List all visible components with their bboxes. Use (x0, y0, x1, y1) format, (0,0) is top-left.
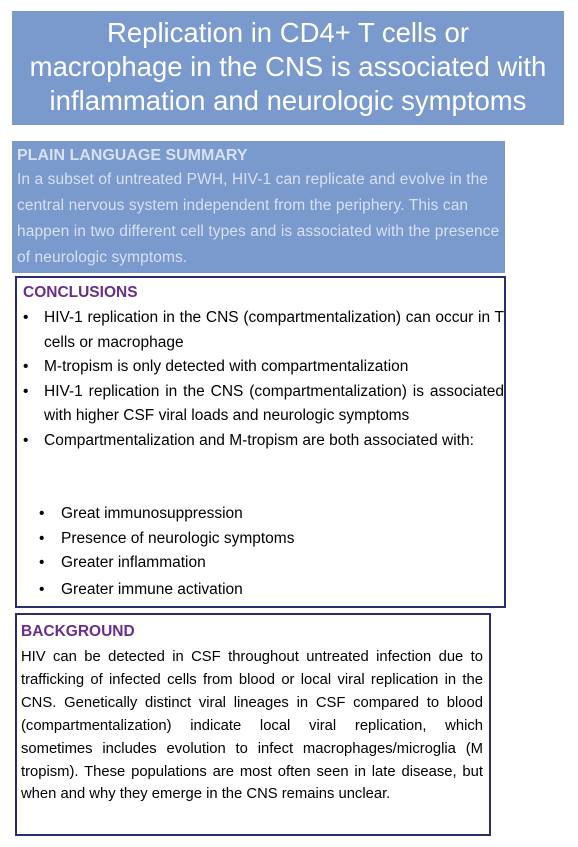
background-box (15, 613, 491, 836)
background-heading: BACKGROUND (21, 623, 135, 640)
conclusion-item (17, 355, 506, 380)
conclusions-box (15, 276, 506, 608)
plain-language-summary (12, 141, 505, 273)
sub-item (17, 527, 506, 552)
bullet-icon: • (23, 358, 29, 375)
title-line: inflammation and neurologic symptoms (49, 85, 527, 116)
title-line: macrophage in the CNS is associated with (29, 51, 547, 82)
conclusion-text: HIV-1 replication in the CNS (compartmentalization) can occur in T cells or macrophage (44, 309, 504, 351)
bullet-icon: • (39, 554, 45, 571)
conclusion-item (17, 380, 506, 429)
sub-item-text: Great immunosuppression (61, 505, 243, 522)
sub-item-text: Greater immune activation (61, 580, 243, 598)
sub-item (17, 551, 506, 576)
summary-heading: PLAIN LANGUAGE SUMMARY (17, 147, 248, 164)
conclusion-text: M-tropism is only detected with compartmentalization (44, 358, 409, 375)
conclusion-item (17, 306, 506, 355)
title-line: Replication in CD4+ T cells or (107, 17, 469, 48)
conclusion-item (17, 429, 506, 454)
conclusions-heading: CONCLUSIONS (23, 284, 138, 301)
background-text: HIV can be detected in CSF throughout untreated infection due to trafficking of infected cells from blood or local viral replication in the CNS. Genetically distinct viral lineages in CSF compared to blood (compartmentalization) indicate local viral replication, which sometimes includes evolution to infect macrophages/microglia (M tropism). These populations are most often seen in late disease, but when and why they emerge in the CNS remains unclear. (21, 649, 483, 803)
sub-item-text: Greater inflammation (61, 554, 206, 571)
conclusion-sub-list (17, 502, 506, 602)
sub-item-text: Presence of neurologic symptoms (61, 529, 295, 547)
conclusion-text: HIV-1 replication in the CNS (compartmentalization) is associated with higher CSF viral loads and neurologic symptoms (44, 382, 504, 424)
summary-text: In a subset of untreated PWH, HIV-1 can replicate and evolve in the central nervous system independent from the periphery. This can happen in two different cell types and is associated with the presence of neurologic symptoms. (17, 171, 500, 266)
bullet-icon: • (23, 431, 29, 449)
conclusion-text: Compartmentalization and M-tropism are both associated with: (44, 431, 474, 449)
bullet-icon: • (39, 505, 45, 522)
bullet-icon: • (39, 580, 45, 598)
bullet-icon: • (23, 309, 29, 326)
conclusions-list (17, 306, 506, 453)
title-banner (12, 11, 564, 125)
sub-item (17, 502, 506, 527)
bullet-icon: • (23, 382, 29, 400)
bullet-icon: • (39, 529, 45, 547)
sub-item (17, 578, 506, 603)
